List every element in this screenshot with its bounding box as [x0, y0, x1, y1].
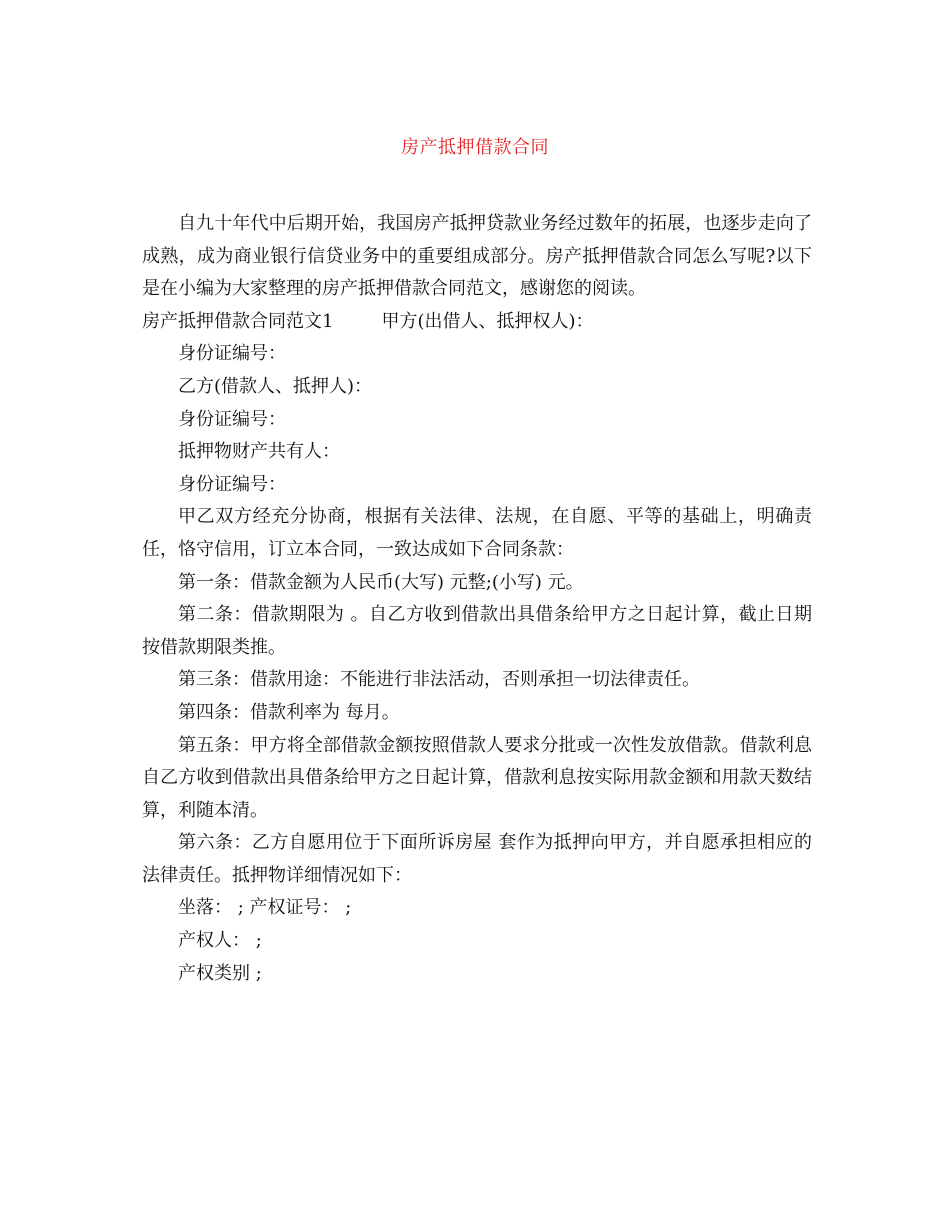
- document-title: 房产抵押借款合同: [401, 137, 549, 158]
- sample-heading: 房产抵押借款合同范文1: [142, 310, 334, 332]
- sample-heading-line: [142, 306, 812, 339]
- co-owner-label: 抵押物财产共有人：: [178, 441, 340, 463]
- intro-paragraph: 自九十年代中后期开始，我国房产抵押贷款业务经过数年的拓展，也逐步走向了成熟，成为商业银行信贷业务中的重要组成部分。房产抵押借款合同怎么写呢?以下是在小编为大家整理的房产抵押借款合同范文，感谢您的阅读。: [142, 213, 812, 300]
- property-type: 产权类别 ;: [178, 962, 262, 984]
- property-owner: 产权人： ;: [178, 930, 262, 952]
- clause-4: 第四条：借款利率为 每月。: [178, 701, 400, 723]
- clause-3: 第三条：借款用途：不能进行非法活动，否则承担一切法律责任。: [178, 669, 700, 691]
- clause-5: 第五条：甲方将全部借款金额按照借款人要求分批或一次性发放借款。借款利息自乙方收到借款出具借条给甲方之日起计算，借款利息按实际用款金额和用款天数结算，利随本清。: [142, 734, 812, 821]
- party-a-label: 甲方(出借人、抵押权人)：: [381, 310, 594, 332]
- clause-6: 第六条：乙方自愿用位于下面所诉房屋 套作为抵押向甲方，并自愿承担相应的法律责任。抵押物详细情况如下：: [142, 832, 812, 886]
- clause-2: 第二条：借款期限为 。自乙方收到借款出具借条给甲方之日起计算，截止日期按借款期限类推。: [142, 604, 812, 658]
- clause-1: 第一条：借款金额为人民币(大写) 元整;(小写) 元。: [178, 571, 584, 593]
- party-b-label: 乙方(借款人、抵押人)：: [178, 375, 373, 397]
- property-location: 坐落： ; 产权证号： ;: [178, 897, 352, 919]
- id-number-3: 身份证编号：: [178, 473, 286, 495]
- id-number-2: 身份证编号：: [178, 408, 286, 430]
- preamble-paragraph: 甲乙双方经充分协商，根据有关法律、法规，在自愿、平等的基础上，明确责任，恪守信用，订立本合同，一致达成如下合同条款：: [142, 506, 812, 560]
- document-body: [142, 208, 812, 990]
- id-number-1: 身份证编号：: [178, 343, 286, 365]
